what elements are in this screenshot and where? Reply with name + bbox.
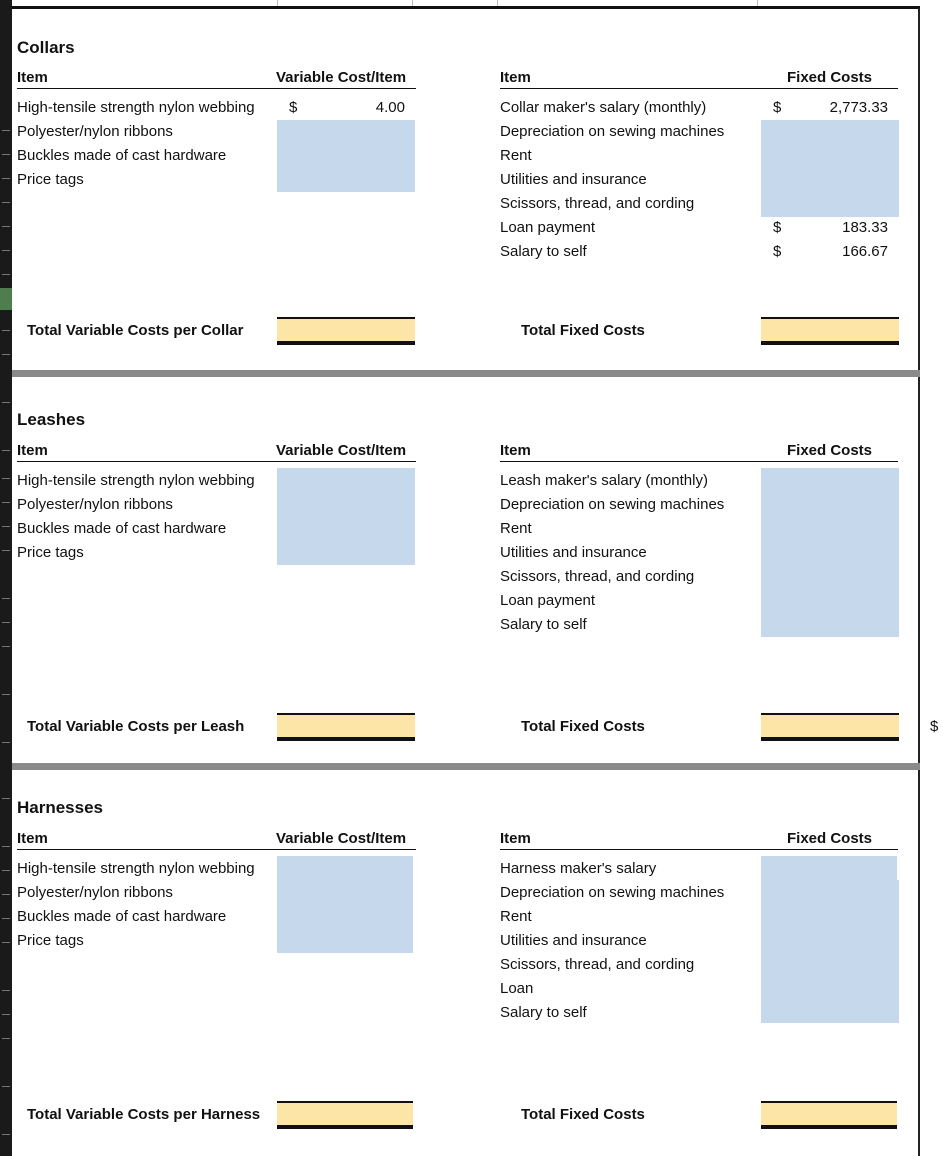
leashes-fixed-input-cells[interactable] xyxy=(761,468,899,637)
leashes-total-var-label: Total Variable Costs per Leash xyxy=(27,718,245,735)
leashes-title: Leashes xyxy=(17,410,86,429)
row-divider xyxy=(2,598,10,599)
leashes-var-item: High-tensile strength nylon webbing xyxy=(17,472,255,489)
row-divider xyxy=(2,202,10,203)
row-divider xyxy=(2,550,10,551)
harnesses-fixed-item: Rent xyxy=(500,908,532,925)
collars-fixed-item: Rent xyxy=(500,147,532,164)
collars-title: Collars xyxy=(17,38,75,57)
collars-salary-value[interactable]: 2,773.33 xyxy=(829,99,888,116)
leashes-total-fixed-label: Total Fixed Costs xyxy=(521,718,645,735)
harnesses-fixed-item: Loan xyxy=(500,980,534,997)
collars-loan-value[interactable]: 183.33 xyxy=(842,219,888,236)
col-divider xyxy=(412,0,413,6)
harnesses-total-fixed-cell[interactable] xyxy=(761,1101,897,1129)
collars-total-var-cell[interactable] xyxy=(277,317,415,345)
harnesses-fixed-item: Salary to self xyxy=(500,1004,587,1021)
leashes-var-header-item: Item xyxy=(17,442,48,459)
leashes-total-fixed-cell[interactable] xyxy=(761,713,899,741)
leashes-fixed-item: Leash maker's salary (monthly) xyxy=(500,472,708,489)
collars-fixed-header-item: Item xyxy=(500,69,531,86)
harnesses-var-header-item: Item xyxy=(17,830,48,847)
leashes-fixed-item: Rent xyxy=(500,520,532,537)
row-divider xyxy=(2,402,10,403)
leashes-var-item: Polyester/nylon ribbons xyxy=(17,496,173,513)
row-divider xyxy=(2,226,10,227)
row-divider xyxy=(2,846,10,847)
row-divider xyxy=(2,526,10,527)
row-divider xyxy=(2,250,10,251)
harnesses-fixed-input-cell-top[interactable] xyxy=(761,856,897,880)
harnesses-fixed-item: Harness maker's salary xyxy=(500,860,657,877)
collars-total-fixed-label: Total Fixed Costs xyxy=(521,322,645,339)
row-divider xyxy=(2,918,10,919)
collars-var-currency: $ xyxy=(289,99,298,116)
row-divider xyxy=(2,354,10,355)
leashes-var-item: Price tags xyxy=(17,544,84,561)
collars-var-input-cells[interactable] xyxy=(277,120,415,192)
row-divider xyxy=(2,274,10,275)
collars-self-currency: $ xyxy=(773,243,782,260)
collars-var-header-cost: Variable Cost/Item xyxy=(276,69,407,86)
row-divider xyxy=(2,894,10,895)
top-border xyxy=(12,0,920,9)
collars-var-webbing-value[interactable]: 4.00 xyxy=(375,99,405,116)
section-separator xyxy=(12,370,920,377)
row-divider xyxy=(2,330,10,331)
collars-fixed-input-cells[interactable] xyxy=(761,120,899,217)
harnesses-fixed-item: Utilities and insurance xyxy=(500,932,647,949)
harnesses-title: Harnesses xyxy=(17,798,104,817)
collars-var-item: Price tags xyxy=(17,171,84,188)
col-divider xyxy=(277,0,278,6)
row-divider xyxy=(2,154,10,155)
row-divider xyxy=(2,798,10,799)
collars-salary-currency: $ xyxy=(773,99,782,116)
sheet-right-border xyxy=(918,8,920,1156)
row-divider xyxy=(2,450,10,451)
leashes-fixed-item: Salary to self xyxy=(500,616,587,633)
harnesses-total-var-label: Total Variable Costs per Harness xyxy=(27,1106,261,1123)
collars-fixed-item: Utilities and insurance xyxy=(500,171,647,188)
collars-fixed-item: Scissors, thread, and cording xyxy=(500,195,695,212)
harnesses-fixed-header-cost: Fixed Costs xyxy=(787,830,873,847)
leashes-var-input-cells[interactable] xyxy=(277,468,415,565)
collars-fixed-item: Collar maker's salary (monthly) xyxy=(500,99,707,116)
row-divider xyxy=(2,178,10,179)
row-divider xyxy=(2,942,10,943)
collars-var-header-item: Item xyxy=(17,69,48,86)
harnesses-var-item: Polyester/nylon ribbons xyxy=(17,884,173,901)
collars-var-item: High-tensile strength nylon webbing xyxy=(17,99,255,116)
section-separator xyxy=(12,763,920,770)
row-divider xyxy=(2,1038,10,1039)
harnesses-total-fixed-label: Total Fixed Costs xyxy=(521,1106,645,1123)
row-divider xyxy=(2,646,10,647)
leashes-var-header-cost: Variable Cost/Item xyxy=(276,442,407,459)
row-divider xyxy=(2,1134,10,1135)
harnesses-total-var-cell[interactable] xyxy=(277,1101,413,1129)
leashes-fixed-header-cost: Fixed Costs xyxy=(787,442,873,459)
harnesses-fixed-item: Depreciation on sewing machines xyxy=(500,884,725,901)
collars-var-item: Buckles made of cast hardware xyxy=(17,147,227,164)
leashes-fixed-item: Utilities and insurance xyxy=(500,544,647,561)
row-divider xyxy=(2,742,10,743)
harnesses-var-item: Price tags xyxy=(17,932,84,949)
leashes-var-item: Buckles made of cast hardware xyxy=(17,520,227,537)
collars-fixed-item: Salary to self xyxy=(500,243,587,260)
collars-fixed-header-cost: Fixed Costs xyxy=(787,69,873,86)
col-divider xyxy=(497,0,498,6)
row-divider xyxy=(2,478,10,479)
harnesses-var-input-cells[interactable] xyxy=(277,856,413,953)
harnesses-fixed-item: Scissors, thread, and cording xyxy=(500,956,695,973)
row-divider xyxy=(2,502,10,503)
row-divider xyxy=(2,870,10,871)
collars-total-var-label: Total Variable Costs per Collar xyxy=(27,322,244,339)
leashes-fixed-item: Loan payment xyxy=(500,592,596,609)
row-divider xyxy=(2,1086,10,1087)
collars-total-fixed-cell[interactable] xyxy=(761,317,899,345)
collars-fixed-item: Depreciation on sewing machines xyxy=(500,123,725,140)
collars-loan-currency: $ xyxy=(773,219,782,236)
harnesses-fixed-header-item: Item xyxy=(500,830,531,847)
leashes-fixed-header-item: Item xyxy=(500,442,531,459)
row-header-strip[interactable] xyxy=(0,0,12,1156)
row-divider xyxy=(2,622,10,623)
row-divider xyxy=(2,990,10,991)
harnesses-var-header-cost: Variable Cost/Item xyxy=(276,830,407,847)
row-divider xyxy=(2,1014,10,1015)
overflow-currency: $ xyxy=(930,718,939,735)
collars-var-item: Polyester/nylon ribbons xyxy=(17,123,173,140)
leashes-fixed-item: Scissors, thread, and cording xyxy=(500,568,695,585)
harnesses-fixed-input-cells[interactable] xyxy=(761,880,899,1023)
row-divider xyxy=(2,694,10,695)
leashes-total-var-cell[interactable] xyxy=(277,713,415,741)
collars-fixed-item: Loan payment xyxy=(500,219,596,236)
collars-self-value[interactable]: 166.67 xyxy=(842,243,888,260)
col-divider xyxy=(757,0,758,6)
selected-row-marker xyxy=(0,288,12,310)
row-divider xyxy=(2,130,10,131)
harnesses-var-item: High-tensile strength nylon webbing xyxy=(17,860,255,877)
leashes-fixed-item: Depreciation on sewing machines xyxy=(500,496,725,513)
harnesses-var-item: Buckles made of cast hardware xyxy=(17,908,227,925)
